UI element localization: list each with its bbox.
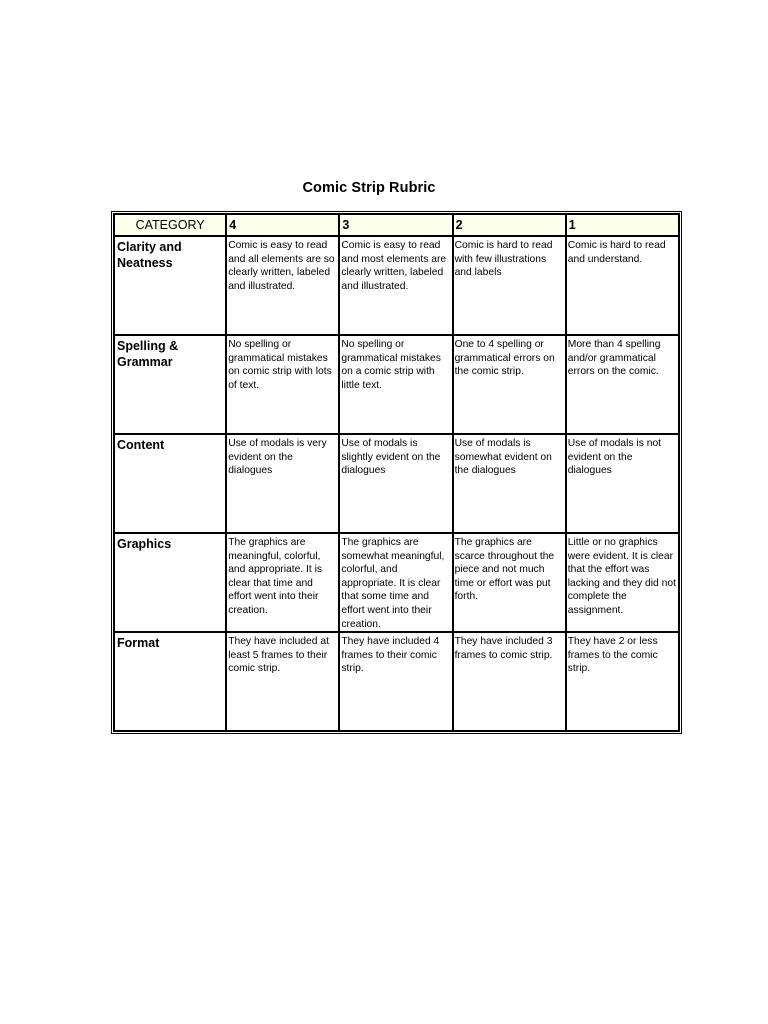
category-clarity-neatness: Clarity and Neatness (114, 236, 226, 335)
table-row (114, 236, 679, 335)
header-category: CATEGORY (114, 214, 226, 236)
document-title: Comic Strip Rubric (302, 180, 436, 196)
criteria-cell: They have included at least 5 frames to their comic strip. (226, 632, 339, 731)
header-row (114, 214, 679, 236)
criteria-cell: Comic is hard to read and understand. (566, 236, 679, 335)
header-score-4: 4 (226, 214, 339, 236)
criteria-cell: One to 4 spelling or grammatical errors on the comic strip. (453, 335, 566, 434)
criteria-cell: Comic is hard to read with few illustrations and labels (453, 236, 566, 335)
header-score-3: 3 (339, 214, 452, 236)
rubric-table (113, 213, 680, 732)
criteria-cell: Use of modals is slightly evident on the dialogues (339, 434, 452, 533)
category-spelling-grammar: Spelling & Grammar (114, 335, 226, 434)
category-format: Format (114, 632, 226, 731)
criteria-cell: They have included 4 frames to their comic strip. (339, 632, 452, 731)
criteria-cell: Comic is easy to read and all elements are so clearly written, labeled and illustrated. (226, 236, 339, 335)
table-row (114, 335, 679, 434)
criteria-cell: More than 4 spelling and/or grammatical errors on the comic. (566, 335, 679, 434)
criteria-cell: No spelling or grammatical mistakes on a comic strip with little text. (339, 335, 452, 434)
criteria-cell: The graphics are meaningful, colorful, and appropriate. It is clear that time and effort went into their creation. (226, 533, 339, 632)
criteria-cell: The graphics are scarce throughout the piece and not much time or effort was put forth. (453, 533, 566, 632)
criteria-cell: Use of modals is somewhat evident on the dialogues (453, 434, 566, 533)
table-row (114, 632, 679, 731)
criteria-cell: No spelling or grammatical mistakes on comic strip with lots of text. (226, 335, 339, 434)
header-score-1: 1 (566, 214, 679, 236)
criteria-cell: Little or no graphics were evident. It is clear that the effort was lacking and they did not complete the assignment. (566, 533, 679, 632)
criteria-cell: The graphics are somewhat meaningful, colorful, and appropriate. It is clear that some time and effort went into their creation. (339, 533, 452, 632)
table-row (114, 533, 679, 632)
criteria-cell: Use of modals is not evident on the dialogues (566, 434, 679, 533)
criteria-cell: They have included 3 frames to comic strip. (453, 632, 566, 731)
criteria-cell: Use of modals is very evident on the dialogues (226, 434, 339, 533)
header-score-2: 2 (453, 214, 566, 236)
criteria-cell: They have 2 or less frames to the comic strip. (566, 632, 679, 731)
category-graphics: Graphics (114, 533, 226, 632)
criteria-cell: Comic is easy to read and most elements are clearly written, labeled and illustrated. (339, 236, 452, 335)
category-content: Content (114, 434, 226, 533)
table-row (114, 434, 679, 533)
